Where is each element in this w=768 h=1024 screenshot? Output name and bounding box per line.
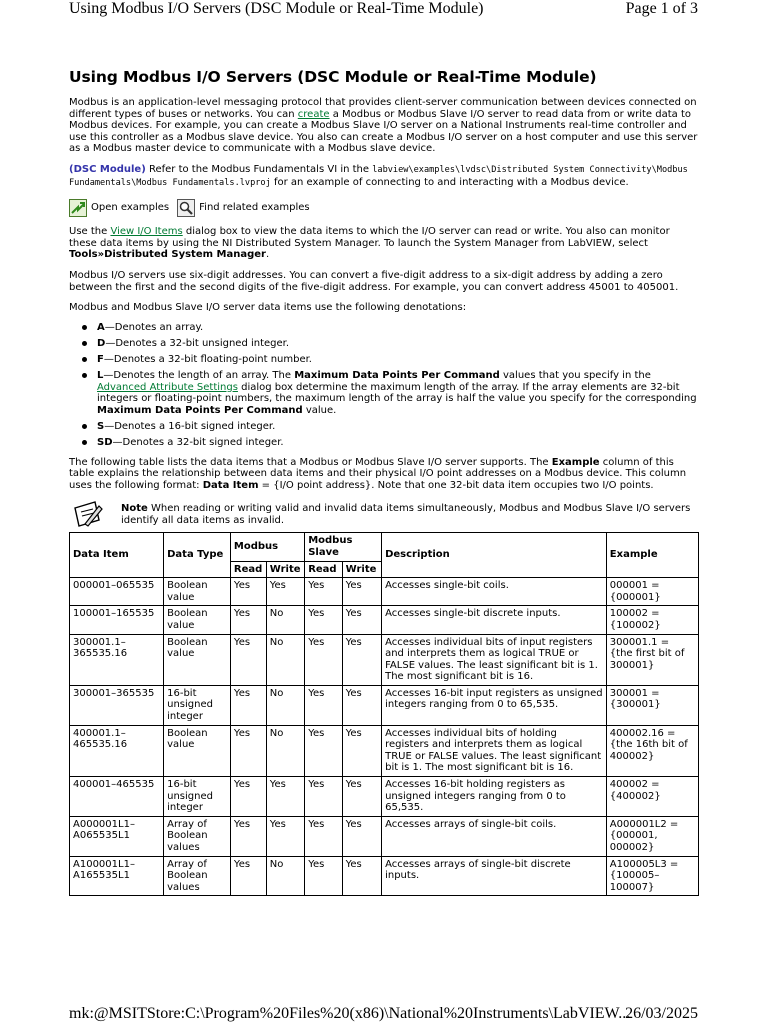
col-header-description: Description — [382, 533, 607, 578]
footer-date: 26/03/2025 — [625, 1005, 698, 1022]
col-header-data-item: Data Item — [70, 533, 164, 578]
col-header-data-type: Data Type — [164, 533, 231, 578]
list-item: F—Denotes a 32-bit floating-point number. — [97, 354, 699, 366]
page-title: Using Modbus I/O Servers (DSC Module or Real-Time Module) — [69, 68, 597, 86]
view-io-items-link[interactable]: View I/O Items — [110, 226, 183, 238]
list-item: L—Denotes the length of an array. The Maximum Data Points Per Command values that you specify in the Advanced Attribute Settings dialog box determine the maximum length of the array. If the array elements are 32-bit integers or floating-point numbers, the maximum length of the array is half the value you specify for the corresponding Maximum Data Points Per Command value. — [97, 370, 699, 416]
col-header-modbus: Modbus — [230, 533, 304, 561]
list-item: A—Denotes an array. — [97, 322, 699, 334]
open-examples-icon[interactable] — [69, 199, 87, 217]
note-pencil-icon — [73, 500, 103, 528]
example-links — [69, 198, 699, 218]
list-item: D—Denotes a 32-bit unsigned integer. — [97, 338, 699, 350]
find-examples-icon[interactable] — [177, 199, 195, 217]
document-body — [69, 67, 699, 896]
view-io-paragraph: Use the View I/O Items dialog box to view the data items to which the I/O server can read or write. You also can monitor these data items by using the NI Distributed System Manager. To launch the System Manager from LabVIEW, select Tools»Distributed System Manager. — [69, 226, 670, 261]
col-header-slave-read: Read — [305, 561, 342, 578]
table-intro-paragraph: The following table lists the data items that a Modbus or Modbus Slave I/O server supports. The Example column of this table explains the relationship between data items and their physical I/O point addresses on a Modbus device. This column uses the following format: Data Item = {I/O point address}. Note that one 32-bit data item occupies two I/O points. — [69, 456, 687, 491]
header-title: Using Modbus I/O Servers (DSC Module or Real-Time Module) — [69, 0, 484, 17]
table-row: 300001–365535 16-bit unsigned integer Yes No Yes Yes Accesses 16-bit input registers as unsigned integers ranging from 0 to 65,535. 300001 = {300001} — [70, 685, 699, 725]
table-row: 400001.1–465535.16 Boolean value Yes No Yes Yes Accesses individual bits of holding registers and interprets them as logical TRUE or FALSE values. The least significant bit is 1. The most significant bit is 16. 400002.16 = {the 16th bit of 400002} — [70, 725, 699, 776]
advanced-attribute-settings-link[interactable]: Advanced Attribute Settings — [97, 381, 238, 393]
tools-menu-path: Tools»Distributed System Manager — [69, 249, 266, 261]
table-row: A000001L1–A065535L1 Array of Boolean values Yes Yes Yes Yes Accesses arrays of single-bit coils. A000001L2 = {000001, 000002} — [70, 816, 699, 856]
col-header-modbus-slave: Modbus Slave — [305, 533, 382, 561]
find-examples-link[interactable]: Find related examples — [199, 202, 310, 214]
list-item: SD—Denotes a 32-bit signed integer. — [97, 437, 699, 449]
open-examples-link[interactable]: Open examples — [91, 202, 170, 214]
address-paragraph: Modbus I/O servers use six-digit addresses. You can convert a five-digit address to a six-digit address by adding a zero between the first and the second digits of the five-digit address. For example, you can convert address 45001 to 405001. — [69, 269, 679, 293]
footer-url: mk:@MSITStore:C:\Program%20Files%20(x86)\National%20Instruments\LabVIEW... — [69, 1005, 631, 1022]
dsc-module-tag: (DSC Module) — [69, 163, 146, 175]
create-link[interactable]: create — [297, 108, 330, 120]
col-header-slave-write: Write — [342, 561, 381, 578]
list-item: S—Denotes a 16-bit signed integer. — [97, 421, 699, 433]
header-page-number: Page 1 of 3 — [625, 0, 698, 17]
table-row: 100001–165535 Boolean value Yes No Yes Yes Accesses single-bit discrete inputs. 100002 = {100002} — [70, 606, 699, 634]
denotations-intro: Modbus and Modbus Slave I/O server data items use the following denotations: — [69, 302, 467, 314]
table-row: 000001–065535 Boolean value Yes Yes Yes Yes Accesses single-bit coils. 000001 = {000001} — [70, 578, 699, 606]
col-header-modbus-write: Write — [266, 561, 304, 578]
col-header-example: Example — [606, 533, 698, 578]
data-items-table — [69, 532, 699, 896]
note-block — [69, 500, 699, 528]
col-header-modbus-read: Read — [230, 561, 266, 578]
dsc-paragraph: (DSC Module) Refer to the Modbus Fundamentals VI in the labview\examples\lvdsc\Distributed System Connectivity\Modbus Fundamentals\Modbus Fundamentals.lvproj for an example of connecting to and interacting with a Modbus device. — [69, 163, 688, 188]
denotations-list — [69, 322, 699, 449]
note-text: Note When reading or writing valid and invalid data items simultaneously, Modbus and Modbus Slave I/O servers identify all data items as invalid. — [121, 503, 691, 526]
example-path: labview\examples\lvdsc\Distributed System Connectivity\Modbus Fundamentals\Modbus Fundamentals.lvproj — [69, 164, 688, 188]
intro-paragraph: Modbus is an application-level messaging protocol that provides client-server communication between devices connected on different types of buses or networks. You can create a Modbus or Modbus Slave I/O server to read data from or write data to Modbus devices. For example, you can create a Modbus Slave I/O server on a National Instruments real-time controller and use this controller as a Modbus slave device. You also can create a Modbus I/O server on a host computer and use this server as a Modbus master device to communicate with a Modbus slave device. — [69, 97, 698, 155]
table-row: A100001L1–A165535L1 Array of Boolean values Yes No Yes Yes Accesses arrays of single-bit discrete inputs. A100005L3 = {100005–100007} — [70, 856, 699, 896]
table-row: 300001.1–365535.16 Boolean value Yes No Yes Yes Accesses individual bits of input registers and interprets them as logical TRUE or FALSE values. The least significant bit is 1. The most significant bit is 16. 300001.1 = {the first bit of 300001} — [70, 634, 699, 685]
table-row: 400001–465535 16-bit unsigned integer Yes Yes Yes Yes Accesses 16-bit holding registers as unsigned integers ranging from 0 to 65,535. 400002 = {400002} — [70, 777, 699, 817]
